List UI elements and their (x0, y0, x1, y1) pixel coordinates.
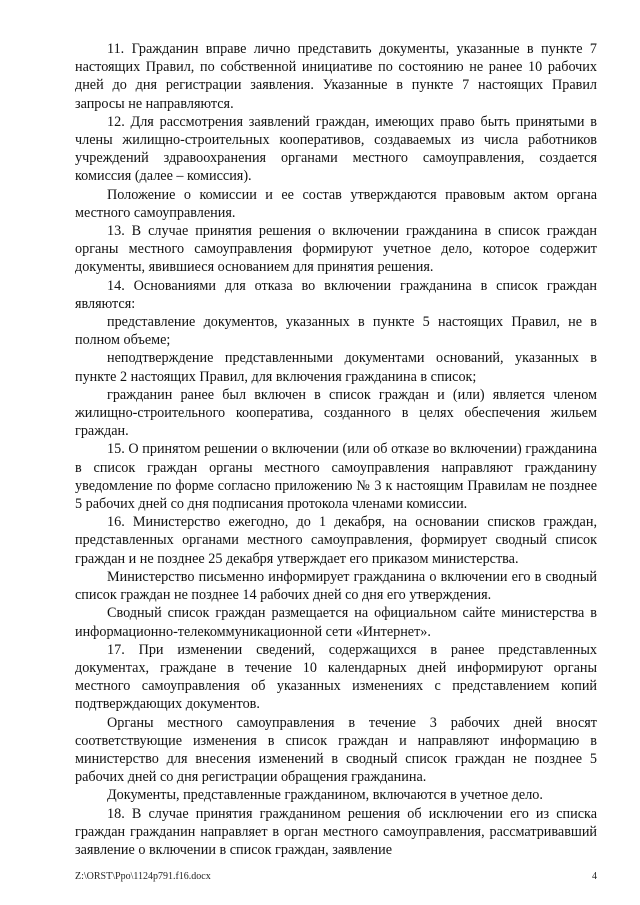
paragraph-13: 13. В случае принятия решения о включении гражданина в список граждан органы местного самоуправления формируют учетное дело, которое содержит документы, явившиеся основанием для принятия решения. (75, 223, 597, 276)
paragraph-16: 16. Министерство ежегодно, до 1 декабря, на основании списков граждан, представленных органами местного самоуправления, формирует сводный список граждан и не позднее 25 декабря утверждает его приказом министерства. (75, 514, 597, 567)
paragraph-17: 17. При изменении сведений, содержащихся в ранее представленных документах, граждане в течение 10 календарных дней информируют органы местного самоуправления об указанных изменениях с представлением копий подтверждающих документов. (75, 641, 597, 713)
paragraph-18: 18. В случае принятия гражданином решения об исключении его из списка граждан гражданин направляет в орган местного самоуправления, рассматривавший заявление о включении в список граждан, заявление (75, 805, 597, 858)
paragraph-14-ground-2: неподтверждение представленными документами оснований, указанных в пункте 2 настоящих Правил, для включения гражданина в список; (75, 350, 597, 385)
paragraph-12-commission-regulation: Положение о комиссии и ее состав утверждаются правовым актом органа местного самоуправления. (75, 186, 597, 221)
paragraph-11: 11. Гражданин вправе лично представить документы, указанные в пункте 7 настоящих Правил, по собственной инициативе по состоянию не ранее 10 рабочих дней до дня регистрации заявления. Указанные в пункте 7 настоящих Правил запросы не направляются. (75, 41, 597, 112)
paragraph-16-publication: Сводный список граждан размещается на официальном сайте министерства в информационно-телекоммуникационной сети «Интернет». (75, 605, 597, 640)
paragraph-14: 14. Основаниями для отказа во включении гражданина в список граждан являются: (75, 277, 597, 312)
paragraph-15: 15. О принятом решении о включении (или об отказе во включении) гражданина в список граждан органы местного самоуправления направляют гражданину уведомление по форме согласно приложению № 3 к настоящим Правилам не позднее 5 рабочих дней со дня подписания протокола членами комиссии. (75, 441, 597, 513)
paragraph-16-notification: Министерство письменно информирует гражданина о включении его в сводный список граждан не позднее 14 рабочих дней со дня его утверждения. (75, 568, 597, 604)
paragraph-17-records: Документы, представленные гражданином, включаются в учетное дело. (107, 787, 543, 804)
page-footer (75, 870, 597, 884)
document-body (75, 40, 597, 859)
paragraph-12: 12. Для рассмотрения заявлений граждан, имеющих право быть принятыми в члены жилищно-строительных кооперативов, создаваемых из числа работников учреждений здравоохранения органами местного самоуправления, создается комиссия (далее – комиссия). (75, 113, 597, 185)
paragraph-14-ground-1: представление документов, указанных в пункте 5 настоящих Правил, не в полном объеме; (75, 314, 597, 349)
paragraph-14-ground-3: гражданин ранее был включен в список граждан и (или) является членом жилищно-строительного кооператива, созданного в целях обеспечения жильем граждан. (75, 386, 597, 440)
footer-page-number: 4 (592, 871, 597, 882)
paragraph-17-updates: Органы местного самоуправления в течение 3 рабочих дней вносят соответствующие изменения в список граждан и направляют информацию в министерство для внесения изменений в сводный список граждан не позднее 5 рабочих дней со дня регистрации обращения гражданина. (75, 714, 597, 786)
footer-file-path: Z:\ORST\Ppo\1124p791.f16.docx (75, 871, 211, 882)
